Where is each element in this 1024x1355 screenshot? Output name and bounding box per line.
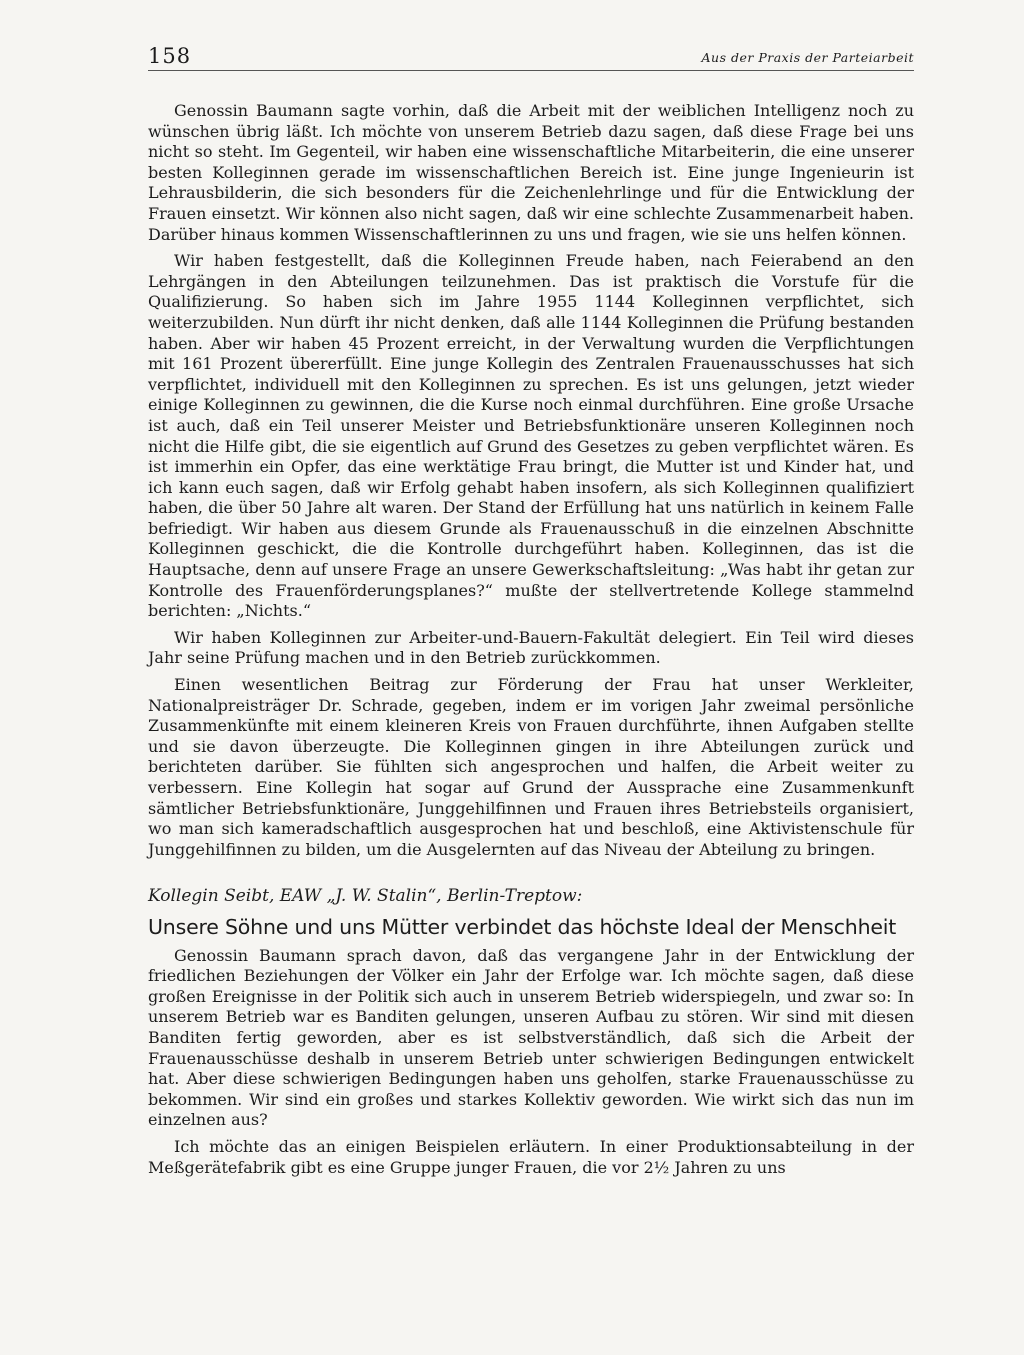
- running-head: Aus der Praxis der Parteiarbeit: [701, 50, 914, 65]
- paragraph: Ich möchte das an einigen Beispielen erläutern. In einer Produktionsabteilung in der Meßgerätefabrik gibt es eine Gruppe junger Frauen, die vor 2½ Jahren zu uns: [148, 1136, 914, 1177]
- document-body: [148, 101, 914, 1178]
- paragraph: Genossin Baumann sprach davon, daß das vergangene Jahr in der Entwicklung der friedlichen Beziehungen der Völker ein Jahr der Erfolge war. Ich möchte sagen, daß diese großen Ereignisse in der Politik sich auch in unserem Betrieb widerspiegeln, und zwar so: In unserem Betrieb war es Banditen gelungen, unseren Aufbau zu stören. Wir sind mit diesen Banditen fertig geworden, aber es ist selbstverständlich, daß sich die Arbeit der Frauenausschüsse deshalb in unserem Betrieb unter schwierigen Bedingungen entwickelt hat. Aber diese schwierigen Bedingungen haben uns geholfen, starke Frauenausschüsse zu bekommen. Wir sind ein großes und starkes Kollektiv geworden. Wie wirkt sich das nun im einzelnen aus?: [148, 945, 914, 1130]
- paragraph: Wir haben festgestellt, daß die Kolleginnen Freude haben, nach Feierabend an den Lehrgängen in den Abteilungen teilzunehmen. Das ist praktisch die Vorstufe für die Qualifizierung. So haben sich im Jahre 1955 1144 Kolleginnen verpflichtet, sich weiterzubilden. Nun dürft ihr nicht denken, daß alle 1144 Kolleginnen die Prüfung bestanden haben. Aber wir haben 45 Prozent erreicht, in der Verwaltung wurden die Verpflichtungen mit 161 Prozent übererfüllt. Eine junge Kollegin des Zentralen Frauenausschusses hat sich verpflichtet, individuell mit den Kolleginnen zu sprechen. Es ist uns gelungen, jetzt wieder einige Kolleginnen zu gewinnen, die die Kurse noch einmal durchführen. Eine große Ursache ist auch, daß ein Teil unserer Meister und Betriebsfunktionäre unseren Kolleginnen noch nicht die Hilfe gibt, die sie eigentlich auf Grund des Gesetzes zu geben verpflichtet wären. Es ist immerhin ein Opfer, das eine werktätige Frau bringt, die Mutter ist und Kinder hat, und ich kann euch sagen, daß wir Erfolg gehabt haben insofern, als sich Kolleginnen qualifiziert haben, die über 50 Jahre alt waren. Der Stand der Erfüllung hat uns natürlich in keinem Falle befriedigt. Wir haben aus diesem Grunde als Frauenausschuß in die einzelnen Abschnitte Kolleginnen geschickt, die die Kontrolle durchgeführt haben. Kolleginnen, das ist die Hauptsache, denn auf unsere Frage an unsere Gewerkschaftsleitung: „Was habt ihr getan zur Kontrolle des Frauenförderungsplanes?“ mußte der stellvertretende Kollege stammelnd berichten: „Nichts.“: [148, 251, 914, 621]
- paragraph: Genossin Baumann sagte vorhin, daß die Arbeit mit der weiblichen Intelligenz noch zu wünschen übrig läßt. Ich möchte von unserem Betrieb dazu sagen, daß diese Frage bei uns nicht so steht. Im Gegenteil, wir haben eine wissenschaftliche Mitarbeiterin, die eine unserer besten Kolleginnen gerade im wissenschaftlichen Bereich ist. Eine junge Ingenieurin ist Lehrausbilderin, die sich besonders für die Zeichenlehrlinge und für die Entwicklung der Frauen einsetzt. Wir können also nicht sagen, daß wir eine schlechte Zusammenarbeit haben. Darüber hinaus kommen Wissenschaftlerinnen zu uns und fragen, wie sie uns helfen können.: [148, 101, 914, 244]
- page-number: 158: [148, 44, 192, 68]
- speaker-line: Kollegin Seibt, EAW „J. W. Stalin“, Berlin-Treptow:: [148, 886, 583, 907]
- paragraph: Wir haben Kolleginnen zur Arbeiter-und-Bauern-Fakultät delegiert. Ein Teil wird dieses Jahr seine Prüfung machen und in den Betrieb zurückkommen.: [148, 627, 914, 668]
- section-title: Unsere Söhne und uns Mütter verbindet das höchste Ideal der Menschheit: [148, 914, 897, 939]
- paragraph: Einen wesentlichen Beitrag zur Förderung der Frau hat unser Werkleiter, Nationalpreisträger Dr. Schrade, gegeben, indem er im vorigen Jahr zweimal persönliche Zusammenkünfte mit einem kleineren Kreis von Frauen durchführte, ihnen Aufgaben stellte und sie davon überzeugte. Die Kolleginnen gingen in ihre Abteilungen zurück und berichteten darüber. Sie fühlten sich angesprochen und halfen, die Arbeit weiter zu verbessern. Eine Kollegin hat sogar auf Grund der Aussprache eine Zusammenkunft sämtlicher Betriebsfunktionäre, Junggehilfinnen und Frauen ihres Betriebsteils organisiert, wo man sich kameradschaftlich ausgesprochen hat und beschloß, eine Aktivistenschule für Junggehilfinnen zu bilden, um die Ausgelernten auf das Niveau der Abteilung zu bringen.: [148, 675, 914, 859]
- document-page: [148, 40, 914, 1184]
- page-header: [148, 40, 914, 71]
